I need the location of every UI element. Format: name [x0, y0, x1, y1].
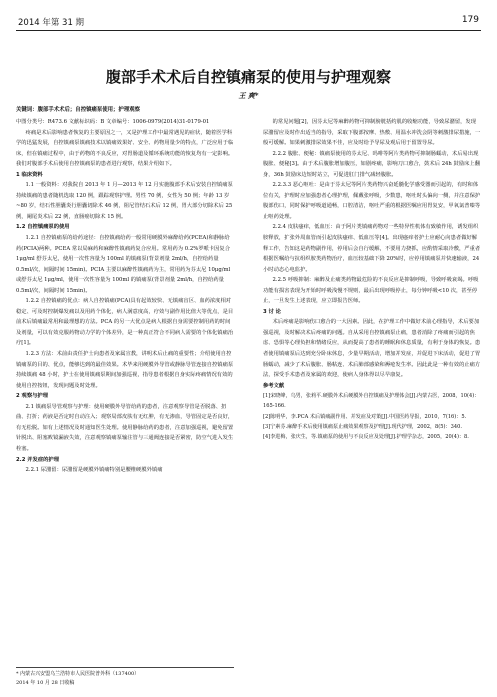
- section-heading: 1.2 自控镇痛泵的使用: [16, 224, 70, 231]
- body-paragraph: 2.2.4 皮肤瘙痒，低血压：由于阿片类镇痛药物对一些特异性机体有致敏作用，诱发组织胺释放，扩张外周血管而引起皮肤瘙痒、低血压等[4]。出现瘙痒者护士应耐心向患者做好解释工作，告知这是药物副作用，停用后会自行缓解，不要用力挠抓，应酌情采取冷敷，严重者根据医嘱给与抗组织胺类药物治疗，血压较基础下降 20%时，应停用镇痛泵并快速输液，24 小时动态心电监护。: [263, 224, 481, 273]
- keywords: 关键词：腹部手术术后；自控镇痛泵使用；护理观察: [16, 107, 140, 113]
- issue-label: 2014 年第 31 期: [18, 18, 85, 28]
- section-heading: 2 观察与护理: [16, 393, 49, 400]
- body-paragraph: 1.1 一般资料：对我院自 2013 年 1 月—2013 年 12 月实施腹部手术后安装自控镇痛泵持续镇痛的患者随机选取 120 例，跟踪观察护理。男性 70 例，女性为 50 例；年龄 13 岁~80 岁，结石性胆囊炎行胆囊切除术 46 例，阻尼管结石术后 12 例，胃大部分切除术后 25 例，阑尾炎术后 22 例，直肠癌切除术 15 例。: [16, 182, 233, 220]
- article-title: 腹部手术术后自控镇痛泵的使用与护理观察: [105, 68, 391, 86]
- body-paragraph: 2.2.2 腹胀、便秘：镇痛泵使用的芬太尼、吗啡等阿片类药物可抑制肠蠕动，术后易出现腹胀、便秘[3]。由于术后腹胀增加腹压，如剧疼痛，影响刀口愈合，鼓术后 24h 鼓励床上翻身，36h 鼓励床边短时站立，可促进肛门排气减轻腹胀。: [263, 150, 481, 178]
- body-paragraph: 1.2.1 自控镇痛泵的给药途径：自控镇痛给药一般常用硬膜外麻醉给药(PCEA)和静脉给药(PCIA)两种。PCEA 常以局麻药和麻醉性镇痛药复合应用。常用药为 0.2%罗哌卡因复合 1μg/ml 舒芬太尼，使用一次性容量为 100ml 的镇痛泵(背景剂量 2ml/h，自控给药量 0.5ml/次，间隔时间 15min)。PCIA 主要以麻醉性镇痛药为主，常用药为芬太尼 10μg/ml 或舒芬太尼 1μg/ml，使用一次性容量为 100ml 的镇痛泵(背景剂量 2ml/h，自控给药量 0.5ml/次，间隔时间 15min)。: [16, 235, 231, 294]
- left-column: [16, 117, 234, 476]
- footnote-affiliation: * 内蒙古兴安盟乌兰浩特市人民医院普外科（137400）: [16, 671, 140, 677]
- body-paragraph: 2.1 镇痛泵导管观察与护理：使用硬膜外导管给药的患者，注意观察导管是否脱落、扭曲、打折；药液是否定时自动注入；观察局部皮肤有无红肿，有无渗血，导管固定是否良好，有无松脱。如有上述情况及时通知医生处理。使用静脉给药的患者，注意加强巡视，避免留置针脱出、阻塞败镜漏液失效，注意观察镇痛泵输注管与三通阀连接是否紧密，防空气进入发生栓塞。: [16, 403, 234, 452]
- section-heading: 3 讨 论: [263, 308, 281, 315]
- body-paragraph: 1.2.2 自控镇痛的优点：病人自控镇痛(PCA)具有起效较快、无镇痛盲区、血药浓度相对稳定、可及时控制爆发痛以及用药个体化，病人满意度高，疗效与副作用比值大等优点，是目前术后镇痛最常用和最理想的方法。PCA 的另一大优点是病人根据自身需要控制用药的时间及剂量，可以有效克服药物动力学的个体差异，是一种真正符合不同病人需要的个体化镇痛治疗[1]。: [16, 298, 234, 347]
- reference-item: [2]陈明华，李.PCA 术后镇痛副作用、并发症及对策[J].中国医药导报，2010，7(16)：5.: [263, 413, 467, 420]
- right-column: [263, 117, 481, 442]
- classification-line: 中图分类号：R473.6 文献标识码：B 文章编号：1006-0979(2014)31-0179-01: [16, 119, 210, 125]
- author: 王 爽*: [238, 91, 259, 100]
- page-number: 179: [461, 15, 479, 25]
- footnote-received: 2014 年 10 月 28 日收稿: [16, 679, 75, 686]
- running-header: [16, 6, 481, 31]
- body-paragraph: 术后疼痛是影响伤口愈合的一大因素。因此，在护理工作中做好术前心理指导，术后要加强巡视，及时解决术后疼痛的问题。自从采用自控镇痛泵止痛，患者消除了疼痛而引起的焦虑、恐惧等心理负担和情绪反应，从而提高了患者的睡眠和休息质量，有利于身体的恢复。患者使用镇痛泵后达到充分卧床休息，少量早期活动，增加并发症，并促进下床活动，促进了胃肠蠕动，减少了术后腹胀、肠粘连、术后肺部感染和褥疮发生率。因此此是一种有效的止痛方法，探受手术患者及家属的欢迎，使病人身体得以尽早康复。: [263, 319, 481, 379]
- body-paragraph: 2.2.3.3 恶心呕吐：是由于芬太尼等阿片类药物兴奋延髓化学感受器而引起的，有时和体位有关，护理时应加强患者心理护理，佩戴张呼吸，少数患，呕吐时头偏向一侧，并注意保护腹部伤口，同时保护呼吸道通畅，口腔清洁，呕吐严重的根据医嘱应用胃复安，甲氧氯普嗪等止呕药处理。: [263, 182, 481, 220]
- footnotes: [16, 667, 234, 687]
- body-paragraph: 2.2.1 尿潴留：尿潴留是硬膜外镇痛特别是腰椎硬膜外镇痛: [25, 467, 163, 474]
- section-heading: 2.2 并发症的护理: [16, 456, 60, 463]
- body-paragraph: 1.2.3 方法：术前由责任护士向患者及家属宣教，讲明术后止痛的重要性；介绍使用自控镇痛泵的目的、优点，能够达到的最佳效果。术毕来用硬膜外导管或静脉导管连接自控镇痛泵持续镇痛 48 小时，护士在使用镇痛泵期间加强巡视，指导患者根据自身实际疼痛情况有效的使用自控按钮，发现问题及时处理。: [16, 351, 234, 389]
- reference-item: [3]宁素芬.麻醉手术后使用镇痛泵止痛效果观察及护理[J].现代护理，2002，8(5)：340.: [263, 423, 462, 430]
- section-heading: 参考文献: [263, 382, 285, 389]
- reference-item: [4]李进梅，张庆生，等.镇痛泵的使用与不良反应及处理[J].护理学杂志，2005，20(4)：8.: [263, 434, 469, 441]
- reference-item: [1]宋晓峰，乌男，张莉平.硬膜外术后硬膜外自控镇痛及护理体会[J].内蒙古医，2008，10(4)：165-166.: [263, 393, 480, 410]
- body-paragraph: 的常见问题[2]，因芬太尼等麻醉药物可抑制膀胱括约肌的收缩功能，导致尿潴留，发现尿潴留应及时作出适当的指导，采取下腹部按摩、热敷、用温水冲洗会阴等刺激排尿措施，一般可缓解。如果刺激排尿效果不佳，应及时给予导尿及观后用于留置导尿。: [263, 119, 481, 147]
- body-paragraph: 2.2.5 呼吸抑制：麻醉及止痛类药物最危险的不良反应是抑制呼吸，导致呼吸衰竭。呼吸功能有损害表现为开始时呼吸浅慢不规则，最后出现呼吸停止，每分钟呼吸<10 次，甚至停止，一旦发生上述表现，应立即报告医师。: [263, 277, 479, 305]
- body-paragraph: 疼痛是术后影响患者恢复的主要原因之一，又是护理工作中最常遇见的症状，随着医学科学的迅猛发展，自控镇痛泵镇痛技术以镇痛效果好、安全、药物用量少的特点，广泛应用于临床，但在镇痛过程中，由于药物的不良反应，对胃肠道及循环系统功能的恢复均有一定影响。我们对腹部手术后使用自控镇痛泵的患者进行观察，结果介绍如下。: [16, 129, 234, 168]
- section-heading: 1 临床资料: [16, 171, 43, 178]
